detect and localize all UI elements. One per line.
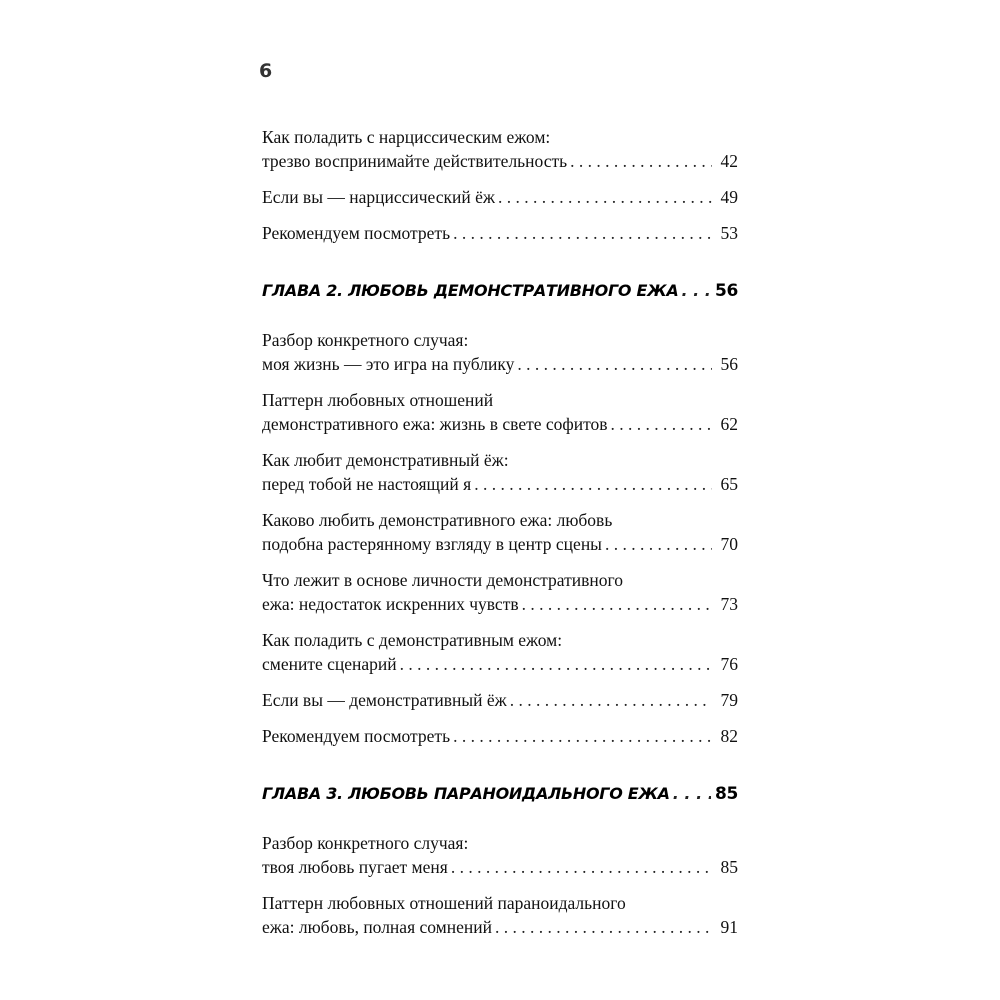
toc-entry[interactable] bbox=[262, 568, 738, 616]
toc-entry[interactable] bbox=[262, 891, 738, 939]
toc-entry-title-last-line: твоя любовь пугает меня bbox=[262, 857, 448, 877]
dot-leader bbox=[474, 472, 712, 496]
dot-leader bbox=[570, 149, 712, 173]
toc-entry-title-last-line: ежа: недостаток искренних чувств bbox=[262, 594, 519, 614]
toc-entry[interactable] bbox=[262, 688, 738, 712]
toc-entry-page-number: 79 bbox=[720, 690, 738, 710]
toc-entry-title-last-line: Рекомендуем посмотреть bbox=[262, 223, 451, 243]
toc-entry-page-number: 65 bbox=[720, 474, 738, 494]
chapter-heading-3[interactable] bbox=[262, 782, 738, 806]
toc-entry[interactable] bbox=[262, 328, 738, 376]
dot-leader bbox=[681, 279, 710, 303]
toc-entry[interactable] bbox=[262, 508, 738, 556]
toc-entry-title-last-line: смените сценарий bbox=[262, 654, 397, 674]
toc-entry-title-last-line: моя жизнь — это игра на публику bbox=[262, 354, 515, 374]
dot-leader bbox=[453, 724, 712, 748]
toc-entry-title-last-line: подобна растерянному взгляду в центр сцены bbox=[262, 534, 602, 554]
dot-leader bbox=[673, 782, 711, 806]
toc-entry[interactable] bbox=[262, 185, 738, 209]
chapter-page-number: 56 bbox=[714, 281, 738, 301]
toc-block-chapter-1-end bbox=[262, 125, 738, 245]
toc-entry-title-line: Каково любить демонстративного ежа: любовь bbox=[262, 510, 613, 530]
toc-entry[interactable] bbox=[262, 388, 738, 436]
dot-leader bbox=[510, 688, 712, 712]
toc-entry-title-last-line: Если вы — нарциссический ёж bbox=[262, 187, 495, 207]
toc-entry-title-line: Разбор конкретного случая: bbox=[262, 833, 469, 853]
toc-block-chapter-2 bbox=[262, 328, 738, 748]
toc-entry-page-number: 42 bbox=[720, 151, 738, 171]
dot-leader bbox=[611, 412, 712, 436]
toc-entry[interactable] bbox=[262, 831, 738, 879]
toc-entry-title-last-line: Рекомендуем посмотреть bbox=[262, 726, 451, 746]
toc-entry-title-line: Паттерн любовных отношений bbox=[262, 390, 494, 410]
toc-entry[interactable] bbox=[262, 221, 738, 245]
toc-entry-title-last-line: Если вы — демонстративный ёж bbox=[262, 690, 507, 710]
toc-entry-title-line: Как поладить с демонстративным ежом: bbox=[262, 630, 563, 650]
dot-leader bbox=[517, 352, 712, 376]
dot-leader bbox=[495, 915, 712, 939]
toc-entry-title-last-line: демонстративного ежа: жизнь в свете софитов bbox=[262, 414, 608, 434]
dot-leader bbox=[451, 855, 712, 879]
dot-leader bbox=[400, 652, 712, 676]
dot-leader bbox=[498, 185, 712, 209]
toc-entry-title-last-line: трезво воспринимайте действительность bbox=[262, 151, 568, 171]
toc-entry-title-line: Как любит демонстративный ёж: bbox=[262, 450, 509, 470]
toc-entry-page-number: 82 bbox=[720, 726, 738, 746]
toc-entry-page-number: 49 bbox=[720, 187, 738, 207]
toc-entry-page-number: 85 bbox=[720, 857, 738, 877]
toc-entry-page-number: 70 bbox=[720, 534, 738, 554]
chapter-title: ГЛАВА 3. ЛЮБОВЬ ПАРАНОИДАЛЬНОГО ЕЖА bbox=[262, 784, 670, 803]
toc-entry-title-line: Разбор конкретного случая: bbox=[262, 330, 469, 350]
toc-entry-page-number: 62 bbox=[720, 414, 738, 434]
chapter-title: ГЛАВА 2. ЛЮБОВЬ ДЕМОНСТРАТИВНОГО ЕЖА bbox=[262, 281, 679, 300]
toc-entry[interactable] bbox=[262, 724, 738, 748]
toc-entry-title-line: Как поладить с нарциссическим ежом: bbox=[262, 127, 551, 147]
toc-entry[interactable] bbox=[262, 448, 738, 496]
dot-leader bbox=[453, 221, 712, 245]
toc-entry-page-number: 76 bbox=[720, 654, 738, 674]
dot-leader bbox=[522, 592, 712, 616]
chapter-heading-2[interactable] bbox=[262, 279, 738, 303]
toc-entry-title-line: Что лежит в основе личности демонстративного bbox=[262, 570, 623, 590]
toc-entry-title-line: Паттерн любовных отношений параноидального bbox=[262, 893, 626, 913]
toc-entry-page-number: 91 bbox=[720, 917, 738, 937]
dot-leader bbox=[605, 532, 712, 556]
toc-entry[interactable] bbox=[262, 628, 738, 676]
toc-entry-title-last-line: перед тобой не настоящий я bbox=[262, 474, 472, 494]
toc-entry-title-last-line: ежа: любовь, полная сомнений bbox=[262, 917, 492, 937]
toc-entry-page-number: 56 bbox=[720, 354, 738, 374]
table-of-contents bbox=[262, 125, 738, 951]
toc-entry[interactable] bbox=[262, 125, 738, 173]
toc-entry-page-number: 73 bbox=[720, 594, 738, 614]
chapter-page-number: 85 bbox=[714, 784, 738, 804]
page-number: 6 bbox=[259, 60, 273, 82]
toc-entry-page-number: 53 bbox=[720, 223, 738, 243]
toc-block-chapter-3 bbox=[262, 831, 738, 939]
